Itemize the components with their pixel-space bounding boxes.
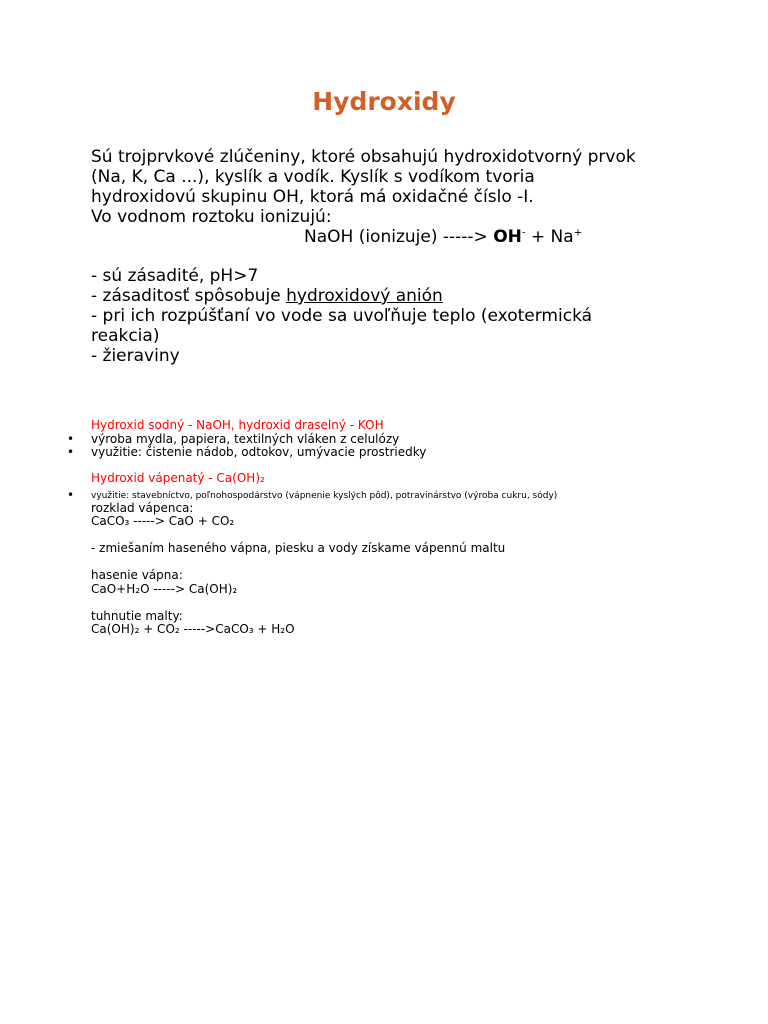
intro-line: Sú trojprvkové zlúčeniny, ktoré obsahujú hydroxidotvorný prvok: [91, 147, 636, 167]
equation-plus-na: + Na: [525, 227, 574, 247]
equation-na-charge: +: [573, 227, 583, 239]
list-item-text: využitie: stavebníctvo, poľnohospodárstvo (vápnenie kyslých pôd), potravinárstvo (výroba cukru, sódy): [91, 490, 558, 501]
page-title: Hydroxidy: [312, 87, 456, 116]
section-caoh2: [67, 471, 731, 637]
properties-list: [91, 266, 691, 366]
equation-lhs: NaOH (ionizuje) ----->: [304, 227, 494, 247]
list-item: [67, 487, 731, 502]
list-item: [67, 445, 731, 460]
text-line: CaO+H₂O -----> Ca(OH)₂: [91, 581, 238, 596]
text-line: CaCO₃ -----> CaO + CO₂: [91, 514, 235, 528]
text-line: rozklad vápenca:: [91, 500, 194, 515]
text-line: hasenie vápna:: [91, 568, 183, 582]
text-line: tuhnutie malty:: [91, 608, 183, 623]
intro-paragraph: [91, 147, 691, 247]
property-line: [91, 286, 691, 306]
list-item: [67, 431, 731, 447]
intro-line: hydroxidovú skupinu OH, ktorá má oxidačné číslo -I.: [91, 187, 534, 207]
property-line: reakcia): [91, 326, 160, 346]
bullet-icon: •: [67, 487, 75, 502]
property-text: - zásaditosť spôsobuje: [91, 286, 287, 306]
text-line: - zmiešaním haseného vápna, piesku a vody získame vápennú maltu: [91, 541, 506, 555]
list-item-text: využitie: čistenie nádob, odtokov, umývacie prostriedky: [91, 445, 427, 459]
intro-line: (Na, K, Ca ...), kyslík a vodík. Kyslík s vodíkom tvoria: [91, 167, 535, 187]
property-line: - žieraviny: [91, 346, 180, 366]
text-line: Ca(OH)₂ + CO₂ ----->CaCO₃ + H₂O: [91, 622, 295, 636]
equation-oh-charge: -: [521, 227, 526, 239]
bullet-icon: •: [67, 431, 75, 446]
underlined-term: hydroxidový anión: [286, 286, 443, 306]
bullet-icon: •: [67, 445, 75, 459]
intro-line: Vo vodnom roztoku ionizujú:: [91, 207, 332, 227]
property-line: - sú zásadité, pH>7: [91, 266, 259, 286]
list-item-text: výroba mydla, papiera, textilných vláken z celulózy: [91, 431, 400, 446]
section-naoh-koh: [67, 418, 731, 460]
ionization-equation: [91, 227, 691, 247]
equation-oh: OH: [493, 227, 522, 247]
section-heading: Hydroxid sodný - NaOH, hydroxid draselný - KOH: [91, 418, 384, 432]
property-line: - pri ich rozpúšťaní vo vode sa uvoľňuje teplo (exotermická: [91, 306, 593, 326]
section-heading: Hydroxid vápenatý - Ca(OH)₂: [91, 471, 265, 485]
